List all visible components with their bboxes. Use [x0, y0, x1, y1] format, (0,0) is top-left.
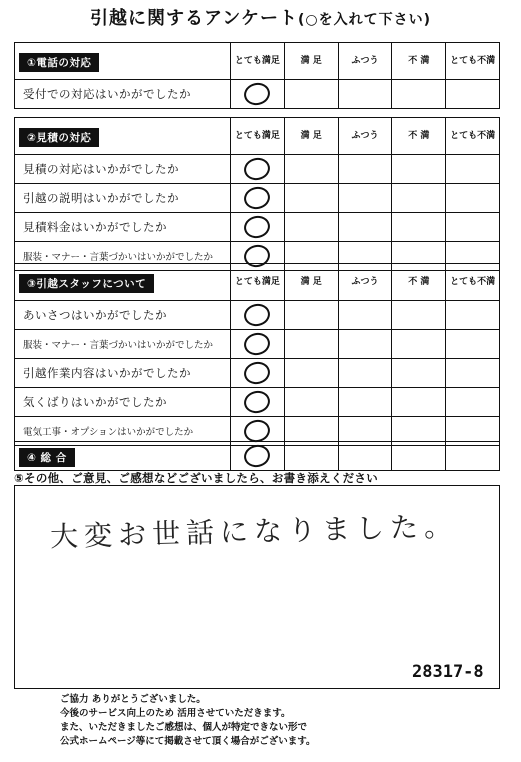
header-very-satisfied: とても満足: [231, 118, 285, 155]
rating-cell-dissatisfied[interactable]: [392, 359, 446, 388]
section-phone: [14, 42, 500, 109]
title-note: (○を入れて下さい): [297, 12, 431, 28]
rating-cell-very-satisfied[interactable]: [231, 359, 285, 388]
rating-cell-very-satisfied[interactable]: [231, 442, 285, 471]
rating-cell-very-dissatisfied[interactable]: [446, 184, 500, 213]
header-very-dissatisfied: とても不満: [446, 118, 500, 155]
footer-line: ご協力 ありがとうございました。: [60, 694, 206, 705]
rating-cell-neutral[interactable]: [338, 80, 392, 109]
rating-cell-very-satisfied[interactable]: [231, 301, 285, 330]
rating-cell-dissatisfied[interactable]: [392, 330, 446, 359]
rating-cell-dissatisfied[interactable]: [392, 155, 446, 184]
rating-cell-satisfied[interactable]: [284, 80, 338, 109]
question-text: 見積の対応はいかがでしたか: [15, 155, 231, 184]
handwritten-comment: 大変お世話になりました。: [49, 509, 459, 554]
rating-cell-satisfied[interactable]: [284, 330, 338, 359]
rating-cell-neutral[interactable]: [338, 155, 392, 184]
question-text: 引越作業内容はいかがでしたか: [15, 359, 231, 388]
rating-cell-very-dissatisfied[interactable]: [446, 155, 500, 184]
header-dissatisfied: 不 満: [392, 43, 446, 80]
header-very-satisfied: とても満足: [231, 43, 285, 80]
section-label: ③引越スタッフについて: [19, 274, 154, 293]
rating-cell-dissatisfied[interactable]: [392, 442, 446, 471]
rating-cell-very-dissatisfied[interactable]: [446, 330, 500, 359]
section-label-cell: [15, 118, 231, 155]
rating-cell-very-dissatisfied[interactable]: [446, 213, 500, 242]
section-overall: [14, 441, 500, 471]
survey-title: [0, 4, 521, 30]
header-very-dissatisfied: とても不満: [446, 43, 500, 80]
circle-mark: [242, 302, 272, 329]
header-neutral: ふつう: [338, 264, 392, 301]
rating-cell-very-dissatisfied[interactable]: [446, 359, 500, 388]
header-dissatisfied: 不 満: [392, 118, 446, 155]
header-dissatisfied: 不 満: [392, 264, 446, 301]
question-text: 引越の説明はいかがでしたか: [15, 184, 231, 213]
rating-cell-neutral[interactable]: [338, 388, 392, 417]
circle-mark: [242, 156, 272, 183]
header-satisfied: 満 足: [284, 118, 338, 155]
header-neutral: ふつう: [338, 43, 392, 80]
rating-cell-dissatisfied[interactable]: [392, 301, 446, 330]
section-label-cell: [15, 264, 231, 301]
rating-cell-very-satisfied[interactable]: [231, 155, 285, 184]
section-staff: [14, 263, 500, 446]
rating-cell-satisfied[interactable]: [284, 213, 338, 242]
header-very-satisfied: とても満足: [231, 264, 285, 301]
rating-cell-very-satisfied[interactable]: [231, 184, 285, 213]
header-neutral: ふつう: [338, 118, 392, 155]
header-satisfied: 満 足: [284, 264, 338, 301]
circle-mark: [242, 81, 272, 108]
title-text: 引越に関するアンケート: [90, 8, 298, 29]
circle-mark: [242, 185, 272, 212]
rating-cell-satisfied[interactable]: [284, 359, 338, 388]
section-label: ②見積の対応: [19, 128, 99, 147]
section-label-cell: [15, 442, 231, 471]
rating-cell-very-satisfied[interactable]: [231, 80, 285, 109]
rating-cell-neutral[interactable]: [338, 359, 392, 388]
section-label-cell: [15, 43, 231, 80]
rating-cell-very-dissatisfied[interactable]: [446, 301, 500, 330]
rating-cell-dissatisfied[interactable]: [392, 388, 446, 417]
question-text: 見積料金はいかがでしたか: [15, 213, 231, 242]
rating-cell-neutral[interactable]: [338, 330, 392, 359]
rating-cell-neutral[interactable]: [338, 442, 392, 471]
footer-note: [60, 693, 316, 749]
question-text: 服装・マナー・言葉づかいはいかがでしたか: [15, 330, 231, 359]
rating-cell-neutral[interactable]: [338, 213, 392, 242]
rating-cell-neutral[interactable]: [338, 301, 392, 330]
section-label: ①電話の対応: [19, 53, 99, 72]
question-text: 気くばりはいかがでしたか: [15, 388, 231, 417]
rating-cell-satisfied[interactable]: [284, 442, 338, 471]
rating-cell-very-satisfied[interactable]: [231, 213, 285, 242]
header-very-dissatisfied: とても不満: [446, 264, 500, 301]
section-estimate: [14, 117, 500, 271]
footer-line: 今後のサービス向上のため 活用させていただきます。: [60, 708, 291, 719]
footer-line: また、いただきましたご感想は、個人が特定できない形で: [60, 722, 308, 733]
circle-mark: [242, 331, 272, 358]
rating-cell-satisfied[interactable]: [284, 301, 338, 330]
rating-cell-satisfied[interactable]: [284, 155, 338, 184]
rating-cell-very-dissatisfied[interactable]: [446, 388, 500, 417]
rating-cell-satisfied[interactable]: [284, 388, 338, 417]
circle-mark: [242, 214, 272, 241]
circle-mark: [242, 389, 272, 416]
circle-mark: [242, 443, 272, 470]
rating-cell-very-satisfied[interactable]: [231, 330, 285, 359]
question-text: 受付での対応はいかがでしたか: [15, 80, 231, 109]
section-label: ④ 総 合: [19, 448, 75, 467]
rating-cell-very-dissatisfied[interactable]: [446, 442, 500, 471]
rating-cell-dissatisfied[interactable]: [392, 184, 446, 213]
rating-cell-very-dissatisfied[interactable]: [446, 80, 500, 109]
rating-cell-satisfied[interactable]: [284, 184, 338, 213]
rating-cell-very-satisfied[interactable]: [231, 388, 285, 417]
question-text: 服装・マナー・言葉づかいはいかがでしたか: [15, 242, 231, 271]
comments-heading: ⑤その他、ご意見、ご感想などございましたら、お書き添えください: [14, 471, 379, 485]
rating-cell-dissatisfied[interactable]: [392, 213, 446, 242]
question-text: 電気工事・オプションはいかがでしたか: [15, 417, 231, 446]
rating-cell-neutral[interactable]: [338, 184, 392, 213]
footer-line: 公式ホームページ等にて掲載させて頂く場合がございます。: [60, 736, 316, 747]
reference-code: 28317-8: [412, 662, 484, 682]
header-satisfied: 満 足: [284, 43, 338, 80]
rating-cell-dissatisfied[interactable]: [392, 80, 446, 109]
question-text: あいさつはいかがでしたか: [15, 301, 231, 330]
circle-mark: [242, 360, 272, 387]
